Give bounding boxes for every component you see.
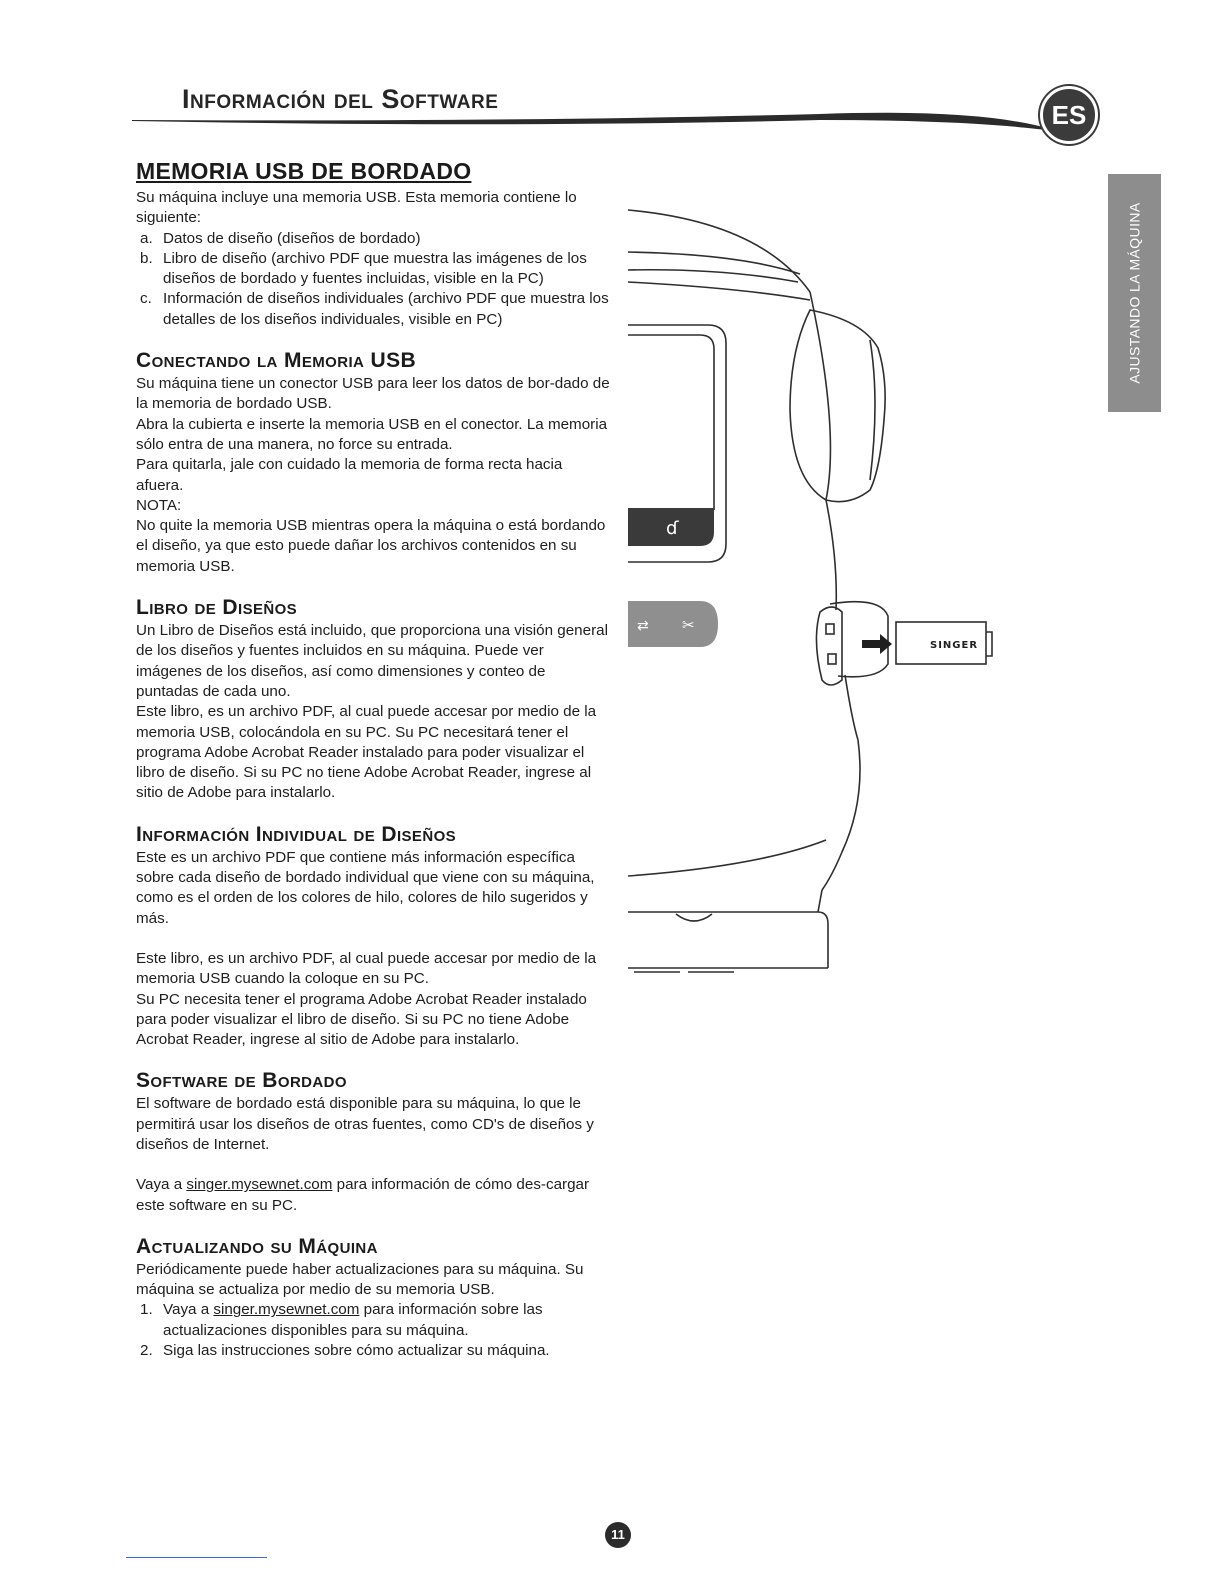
connecting-paragraph-2: Abra la cubierta e inserte la memoria USB en el conector. La memoria sólo entra de una manera, no force su entrada. — [136, 415, 608, 453]
design-book-heading: Libro de Diseños — [136, 596, 298, 620]
note-text: No quite la memoria USB mientras opera la máquina o está bordando el diseño, ya que esto puede dañar los archivos contenidos en su memoria USB. — [136, 517, 606, 575]
chapter-tab-label: AJUSTANDO LA MÁQUINA — [1126, 202, 1143, 384]
individual-info-heading: Información Individual de Diseños — [136, 822, 457, 846]
update-heading: Actualizando su Máquina — [136, 1234, 378, 1258]
header-swoosh — [0, 0, 1224, 160]
list-item-text: Datos de diseño (diseños de bordado) — [163, 229, 421, 247]
list-item-text: Siga las instrucciones sobre cómo actualizar su máquina. — [163, 1342, 550, 1360]
individual-info-paragraph-3: Su PC necesita tener el programa Adobe Acrobat Reader instalado para poder visualizar el libro de diseño. Si su PC no tiene Adobe Acrobat Reader, ingrese al sitio de Adobe para instalarlo. — [136, 990, 587, 1049]
software-paragraph-2 — [136, 1175, 611, 1216]
svg-text:⇄: ⇄ — [637, 618, 649, 634]
main-content — [136, 156, 611, 1361]
list-marker: b. — [140, 249, 153, 267]
connecting-paragraph-1: Su máquina tiene un conector USB para leer los datos de bor-dado de la memoria de bordado USB. — [136, 375, 610, 413]
software-text-prefix: Vaya a — [136, 1176, 187, 1194]
list-marker: 2. — [140, 1342, 153, 1360]
list-item — [136, 1300, 611, 1341]
chapter-tab — [1108, 174, 1161, 412]
update-steps-list — [136, 1300, 611, 1361]
list-item-text: Libro de diseño (archivo PDF que muestra las imágenes de los diseños de bordado y fuentes incluidas, visible en la PC) — [163, 249, 587, 288]
svg-text:ɗ: ɗ — [666, 518, 679, 539]
software-text-suffix: para información de cómo des-cargar este software en su PC. — [136, 1176, 590, 1214]
mysewnet-update-link[interactable]: singer.mysewnet.com — [213, 1301, 360, 1319]
software-heading: Software de Bordado — [136, 1069, 347, 1093]
page-number: 11 — [605, 1522, 631, 1548]
list-item — [136, 1341, 611, 1361]
usb-memory-intro: Su máquina incluye una memoria USB. Esta memoria contiene lo siguiente: — [136, 189, 577, 227]
svg-text:✂: ✂ — [682, 616, 695, 634]
usb-contents-list — [136, 229, 611, 330]
update-paragraph-1: Periódicamente puede haber actualizaciones para su máquina. Su máquina se actualiza por medio de su memoria USB. — [136, 1260, 584, 1299]
step-text-suffix: para información sobre las actualizaciones disponibles para su máquina. — [163, 1301, 543, 1339]
individual-info-paragraph-2: Este libro, es un archivo PDF, al cual puede accesar por medio de la memoria USB cuando la coloque en su PC. — [136, 949, 597, 988]
connecting-heading: Conectando la Memoria USB — [136, 349, 417, 373]
list-marker: c. — [140, 290, 152, 308]
list-item — [136, 289, 611, 330]
usb-memory-heading: MEMORIA USB DE BORDADO — [136, 158, 472, 184]
list-marker: 1. — [140, 1301, 153, 1319]
individual-info-paragraph-1: Este es un archivo PDF que contiene más información específica sobre cada diseño de bordado individual que viene con su máquina, como es el orden de los colores de hilo, colores de hilo sugeridos y más. — [136, 848, 595, 927]
list-marker: a. — [140, 229, 153, 247]
list-item-text: Información de diseños individuales (archivo PDF que muestra los detalles de los diseños individuales, visible en PC) — [163, 290, 609, 328]
step-text-prefix: Vaya a — [163, 1301, 214, 1319]
mysewnet-link[interactable]: singer.mysewnet.com — [186, 1176, 333, 1194]
design-book-paragraph-2: Este libro, es un archivo PDF, al cual puede accesar por medio de la memoria USB, colocándola en su PC. Su PC necesitará tener el programa Adobe Acrobat Reader instalado para poder visualizar el libro de diseño. Si su PC no tiene Adobe Acrobat Reader, ingrese al sitio de Adobe para instalarlo. — [136, 703, 597, 802]
footer-rule — [126, 1557, 267, 1558]
list-item — [136, 229, 611, 249]
language-badge: ES — [1040, 86, 1098, 144]
list-item — [136, 249, 611, 290]
design-book-paragraph-1: Un Libro de Diseños está incluido, que proporciona una visión general de los diseños y fuentes incluidos en su máquina. Puede ver imágenes de los diseños, así como dimensiones y conteo de puntadas de cada uno. — [136, 622, 608, 700]
sewing-machine-usb-illustration — [600, 190, 1020, 990]
software-paragraph-1: El software de bordado está disponible para su máquina, lo que le permitirá usar los diseños de otras fuentes, como CD's de diseños y diseños de Internet. — [136, 1095, 594, 1153]
note-label: NOTA: — [136, 496, 182, 514]
connecting-paragraph-3: Para quitarla, jale con cuidado la memoria de forma recta hacia afuera. — [136, 456, 563, 494]
page-title: Información del Software — [182, 84, 499, 114]
usb-brand-label: SINGER — [930, 640, 979, 651]
